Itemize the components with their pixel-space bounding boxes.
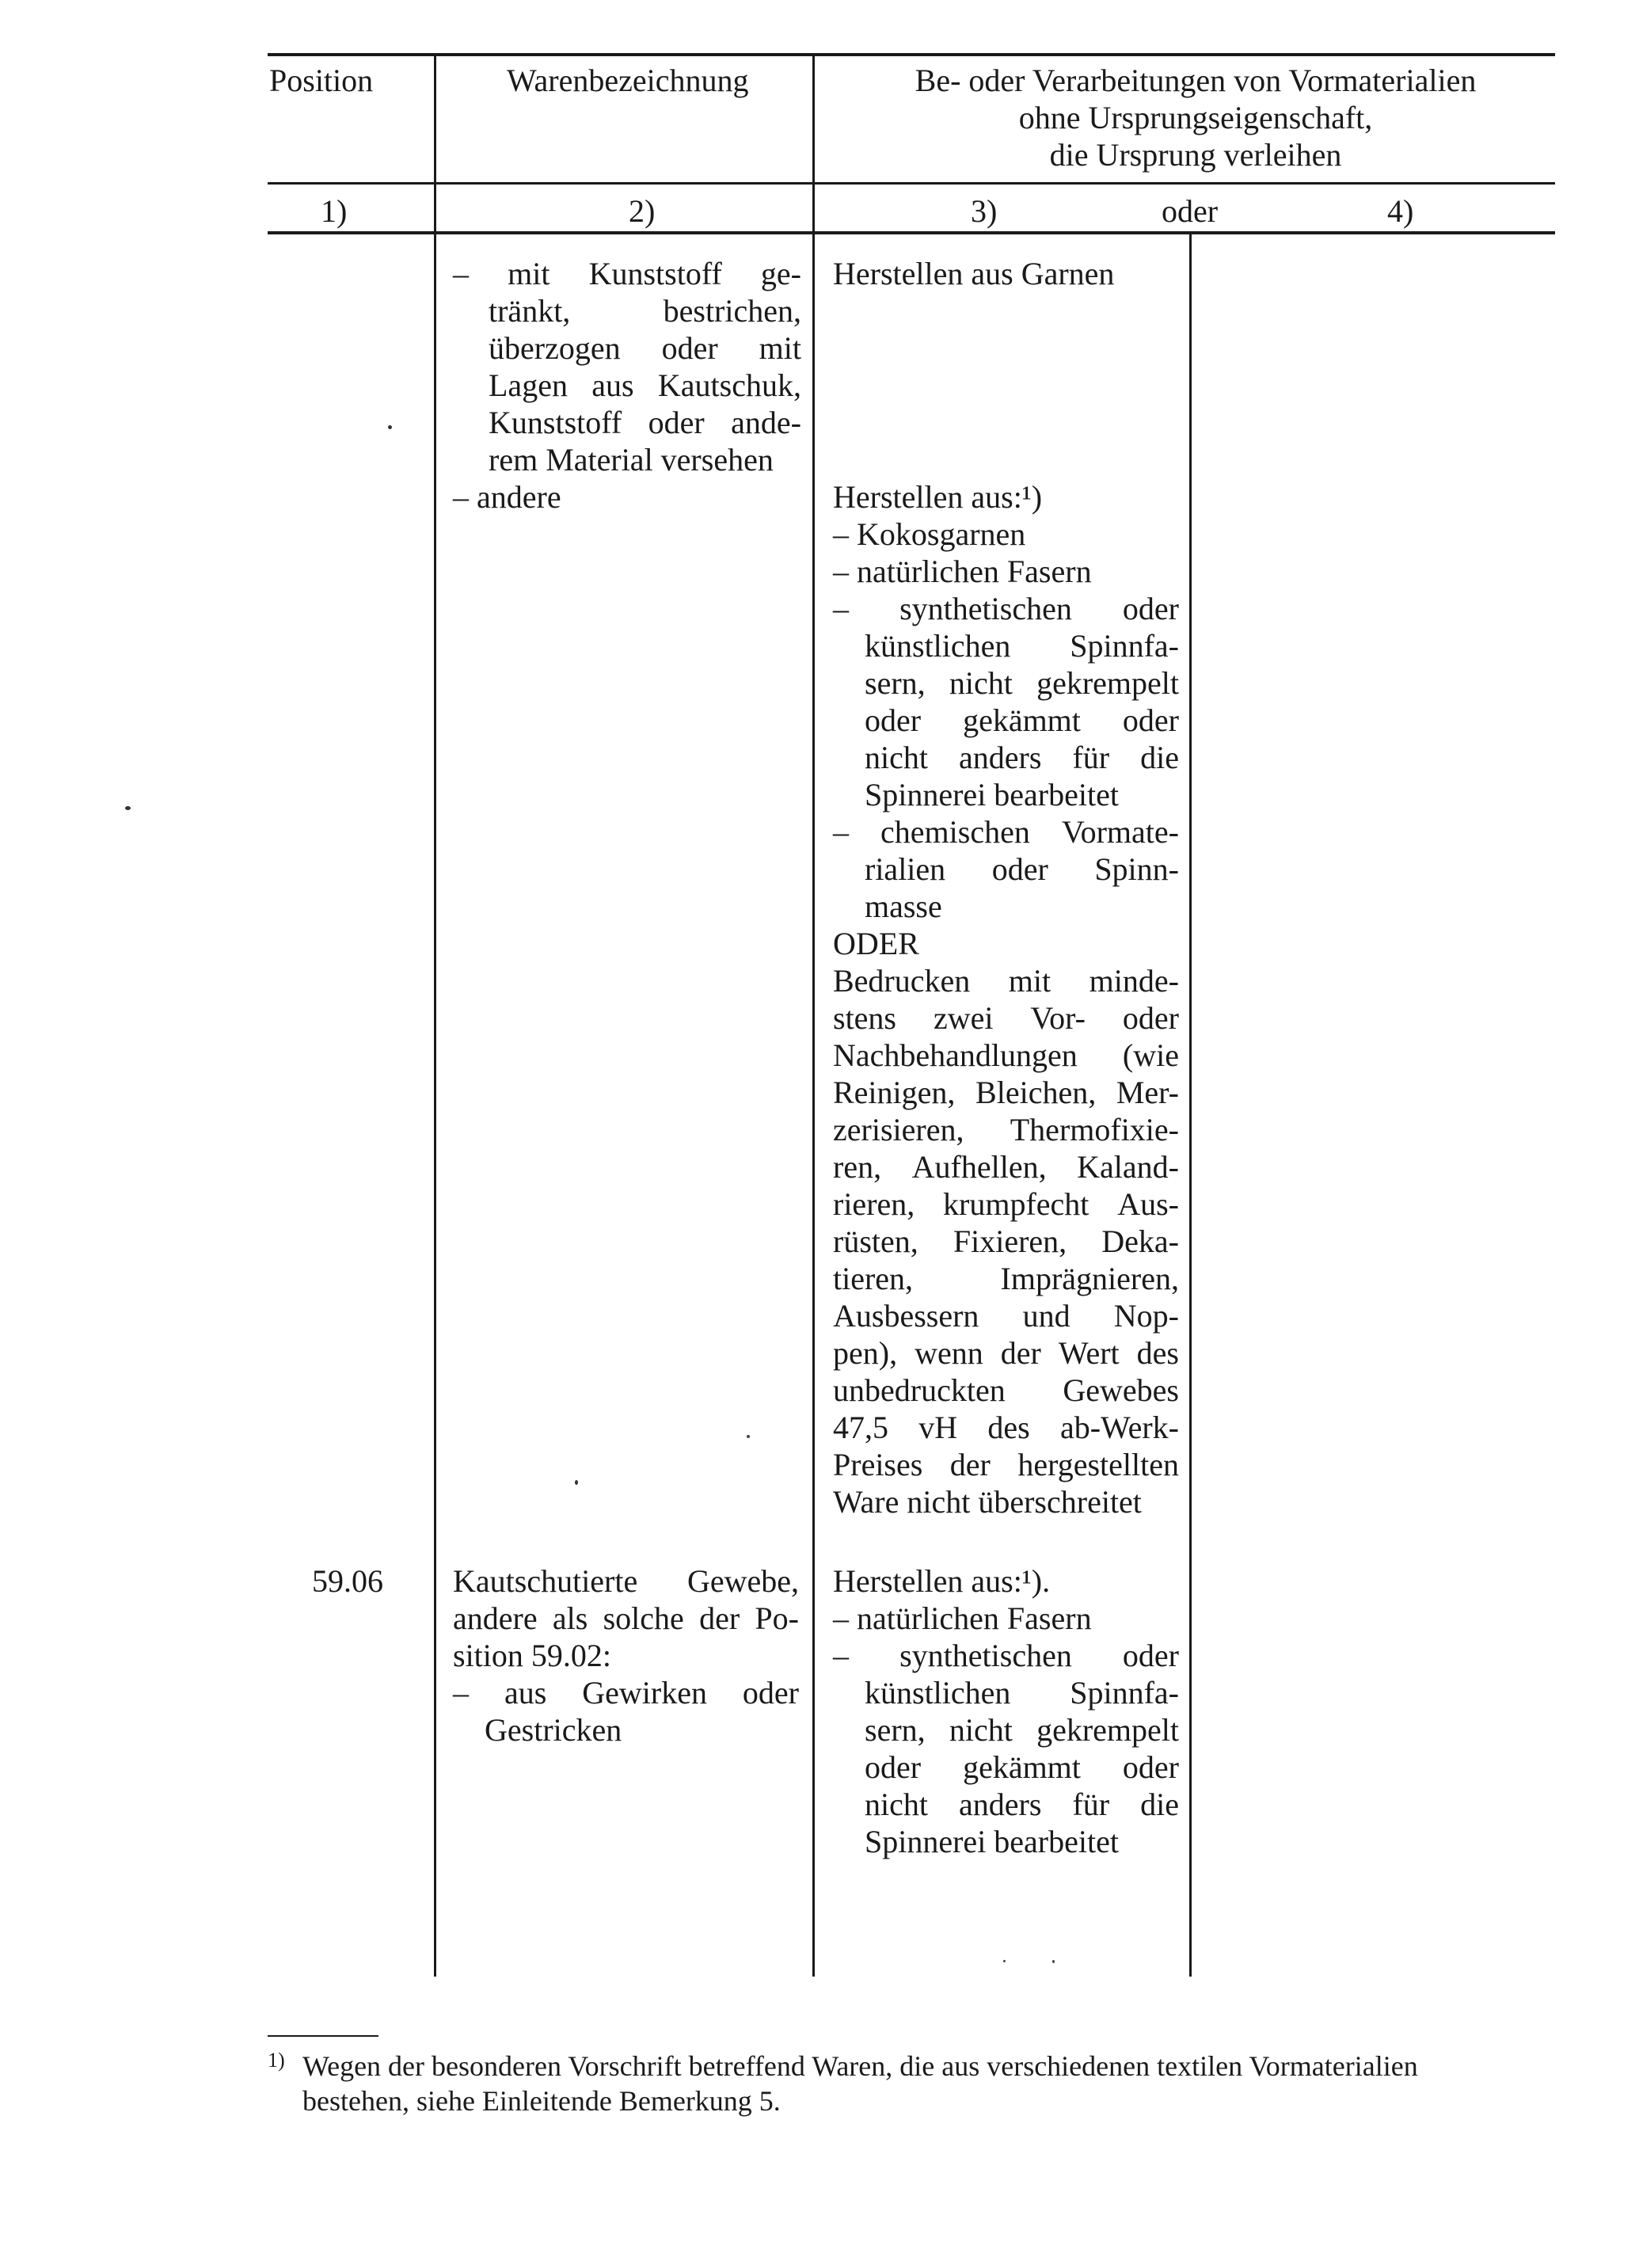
- processing-line: künstlichen Spinnfa-: [865, 1675, 1179, 1711]
- processing-line: sern, nicht gekrempelt: [865, 665, 1179, 701]
- description-line: tränkt, bestrichen,: [489, 293, 801, 329]
- processing-line: zerisieren, Thermofixie-: [833, 1112, 1179, 1147]
- header-processing: [867, 62, 1524, 173]
- processing-line: Ausbessern und Nop-: [833, 1298, 1179, 1334]
- description-line: Kautschutierte Gewebe,: [453, 1563, 799, 1599]
- processing-line: – synthetischen oder: [833, 1638, 1179, 1673]
- processing-line: rialien oder Spinn-: [865, 851, 1179, 887]
- column-number-4: 4): [1387, 193, 1414, 229]
- description-line: überzogen oder mit: [489, 330, 801, 366]
- column-number-rule: [268, 231, 1555, 234]
- processing-line: Herstellen aus:¹): [833, 479, 1043, 515]
- processing-line: Herstellen aus:¹).: [833, 1563, 1051, 1599]
- column-divider-2: [812, 55, 815, 1977]
- processing-line: Bedrucken mit minde-: [833, 963, 1179, 999]
- scan-speck: [575, 1480, 578, 1485]
- processing-line: rüsten, Fixieren, Deka-: [833, 1223, 1179, 1259]
- processing-line: oder gekämmt oder: [865, 1749, 1179, 1785]
- column-divider-3: [1189, 233, 1192, 1977]
- footnote-line: bestehen, siehe Einleitende Bemerkung 5.: [302, 2085, 781, 2117]
- header-warenbezeichnung: Warenbezeichnung: [507, 63, 749, 98]
- footnote-rule: [268, 2035, 378, 2037]
- scan-speck: [747, 1435, 750, 1438]
- processing-line: künstlichen Spinnfa-: [865, 628, 1179, 664]
- row-3-description: [453, 1562, 799, 1749]
- scan-speck: [1003, 1960, 1006, 1962]
- table-top-rule: [268, 53, 1555, 56]
- scan-speck: [125, 806, 131, 810]
- row-2-processing: [833, 478, 1179, 1520]
- processing-line: – synthetischen oder: [833, 591, 1179, 626]
- processing-line: – Kokosgarnen: [833, 516, 1026, 552]
- scan-speck: [1052, 1960, 1055, 1963]
- processing-line: – chemischen Vormate-: [833, 814, 1179, 850]
- header-position: Position: [269, 63, 374, 98]
- column-number-3: 3): [971, 193, 998, 229]
- footnote-line: Wegen der besonderen Vorschrift betreffend Waren, die aus verschiedenen textilen Vormaterialien: [302, 2050, 1418, 2082]
- processing-line: nicht anders für die: [865, 1787, 1179, 1822]
- processing-line: Spinnerei bearbeitet: [865, 777, 1119, 812]
- processing-line: sern, nicht gekrempelt: [865, 1712, 1179, 1748]
- processing-line: Ware nicht überschreitet: [833, 1484, 1142, 1520]
- column-number-1: 1): [321, 193, 348, 229]
- header-processing-line: ohne Ursprungseigenschaft,: [1018, 100, 1373, 135]
- column-divider-1: [434, 55, 436, 1977]
- column-number-2: 2): [629, 193, 656, 229]
- processing-line: rieren, krumpfecht Aus-: [833, 1186, 1179, 1222]
- header-processing-line: die Ursprung verleihen: [1049, 137, 1342, 173]
- processing-line: masse: [865, 889, 942, 924]
- processing-line: stens zwei Vor- oder: [833, 1000, 1179, 1036]
- description-line: – andere: [453, 479, 561, 515]
- processing-line: ODER: [833, 926, 919, 961]
- processing-line: – natürlichen Fasern: [833, 554, 1092, 589]
- processing-line: tieren, Imprägnieren,: [833, 1261, 1179, 1296]
- description-line: sition 59.02:: [453, 1638, 612, 1673]
- description-line: Gestricken: [485, 1712, 622, 1748]
- processing-line: Preises der hergestellten: [833, 1447, 1179, 1482]
- scan-speck: [388, 425, 392, 429]
- header-bottom-rule: [268, 182, 1555, 185]
- row-1-processing: [833, 255, 1181, 292]
- row-1-description: [453, 255, 801, 478]
- processing-line: unbedruckten Gewebes: [833, 1372, 1179, 1408]
- column-oder-label: oder: [1162, 193, 1219, 229]
- footnote-marker: 1): [268, 2049, 285, 2072]
- processing-line: ren, Aufhellen, Kaland-: [833, 1149, 1179, 1185]
- processing-line: oder gekämmt oder: [865, 702, 1179, 738]
- header-processing-line: Be- oder Verarbeitungen von Vormaterialien: [915, 63, 1477, 98]
- description-line: Lagen aus Kautschuk,: [489, 367, 801, 403]
- processing-line: Nachbehandlungen (wie: [833, 1037, 1179, 1073]
- description-line: rem Material versehen: [489, 442, 774, 478]
- processing-line: pen), wenn der Wert des: [833, 1335, 1179, 1371]
- processing-line: Reinigen, Bleichen, Mer-: [833, 1075, 1179, 1110]
- processing-line: 47,5 vH des ab-Werk-: [833, 1410, 1179, 1445]
- description-line: Kunststoff oder ande-: [489, 405, 801, 440]
- description-line: andere als solche der Po-: [453, 1600, 799, 1636]
- processing-line: Spinnerei bearbeitet: [865, 1824, 1119, 1859]
- description-line: – aus Gewirken oder: [453, 1675, 799, 1711]
- row-3-processing: [833, 1562, 1179, 1860]
- row-3-position: 59.06: [312, 1563, 383, 1599]
- processing-line: Herstellen aus Garnen: [833, 256, 1115, 291]
- row-2-description: [453, 478, 801, 516]
- description-line: – mit Kunststoff ge-: [453, 256, 801, 291]
- processing-line: – natürlichen Fasern: [833, 1600, 1092, 1636]
- processing-line: nicht anders für die: [865, 740, 1179, 775]
